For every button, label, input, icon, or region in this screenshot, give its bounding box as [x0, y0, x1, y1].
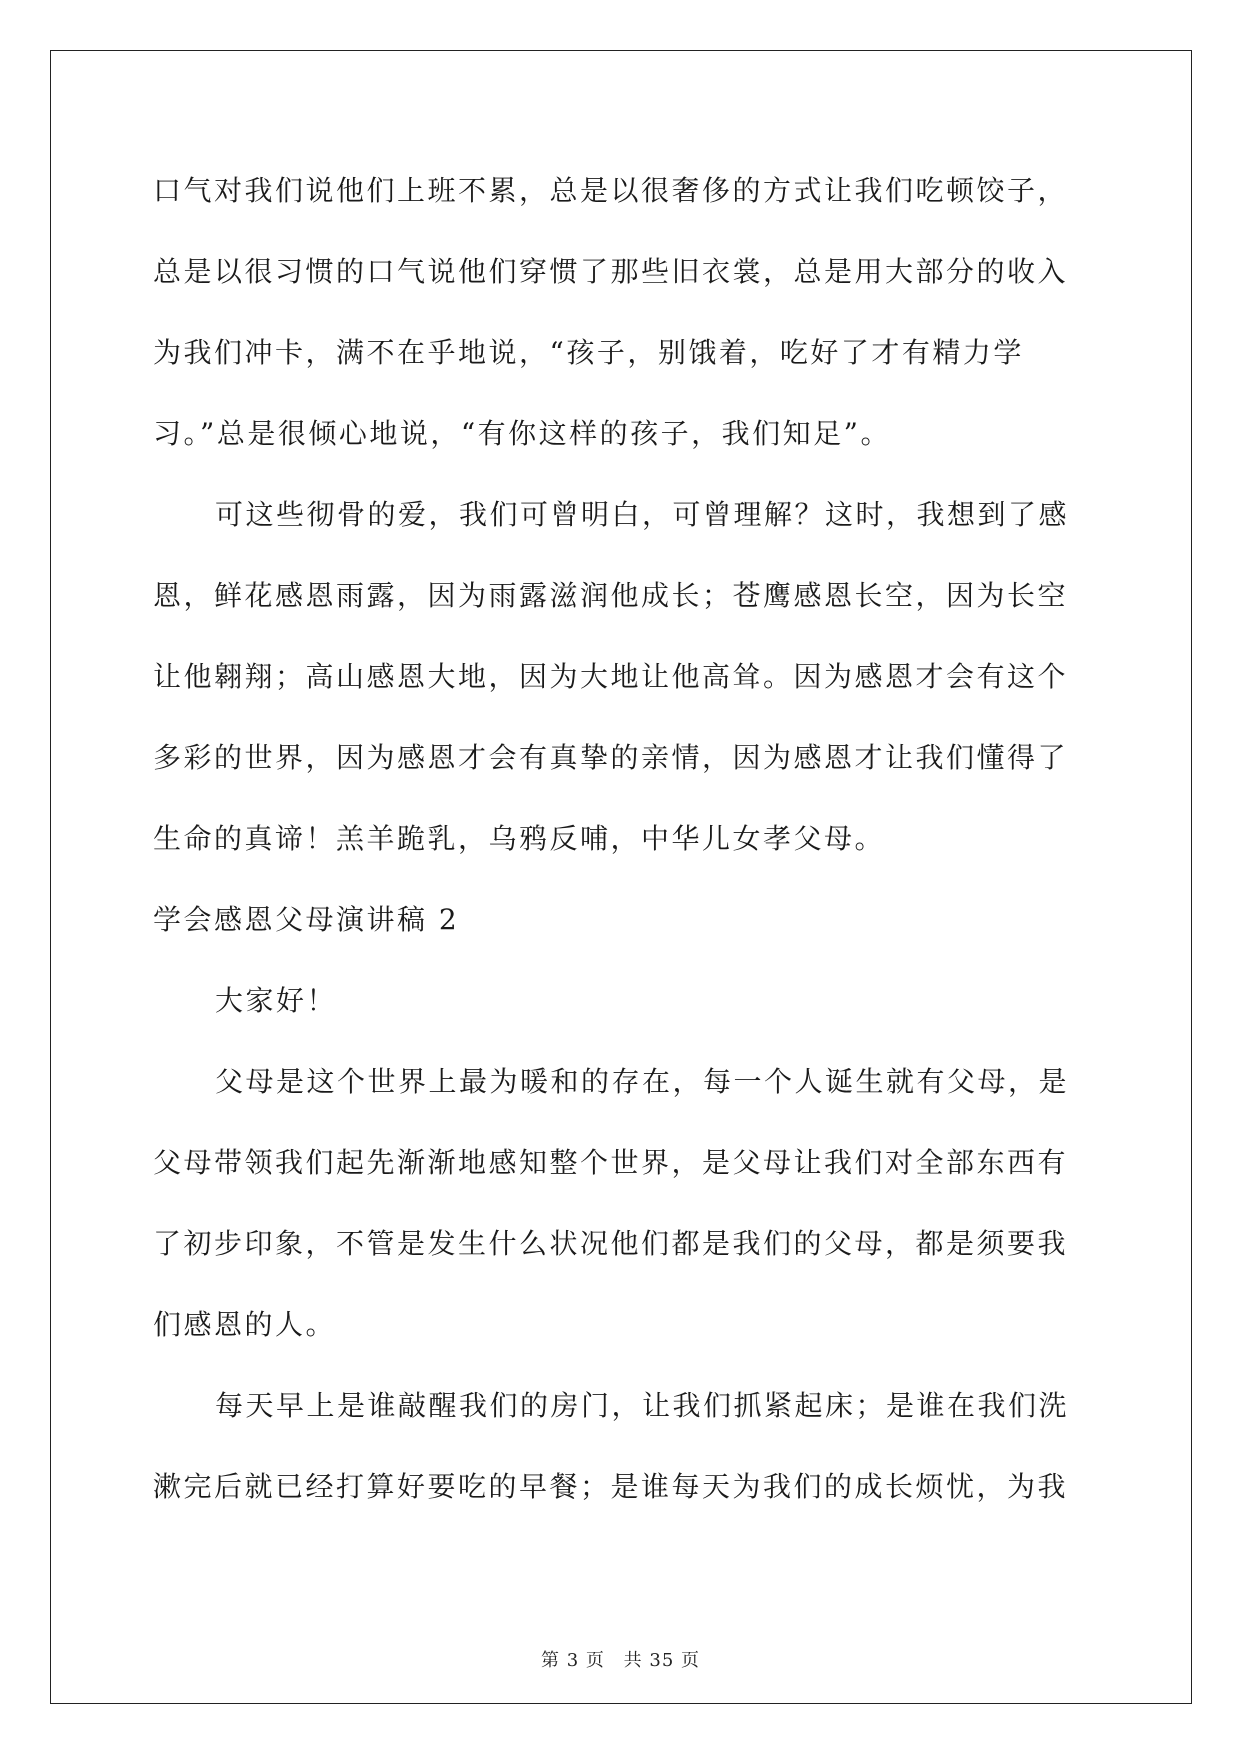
page-footer: [0, 1646, 1241, 1672]
paragraph-start-line: 可这些彻骨的爱，我们可曾明白，可曾理解？这时，我想到了感: [215, 498, 1070, 531]
text-line: 为我们冲卡，满不在乎地说，“孩子，别饿着，吃好了才有精力学: [153, 336, 1024, 369]
page-total: 共 35 页: [623, 1650, 700, 1671]
text-line: 让他翱翔；高山感恩大地，因为大地让他高耸。因为感恩才会有这个: [153, 660, 1069, 693]
page-number: 第 3 页: [541, 1650, 605, 1671]
text-line: 漱完后就已经打算好要吃的早餐；是谁每天为我们的成长烦忧，为我: [153, 1470, 1069, 1503]
paragraph-start-line: 父母是这个世界上最为暖和的存在，每一个人诞生就有父母，是: [215, 1065, 1070, 1098]
text-line: 习。”总是很倾心地说，“有你这样的孩子，我们知足”。: [153, 417, 891, 450]
text-line: 总是以很习惯的口气说他们穿惯了那些旧衣裳，总是用大部分的收入: [153, 255, 1069, 288]
text-line: 了初步印象，不管是发生什么状况他们都是我们的父母，都是须要我: [153, 1227, 1069, 1260]
text-line: 们感恩的人。: [153, 1308, 337, 1341]
text-line: 口气对我们说他们上班不累，总是以很奢侈的方式让我们吃顿饺子，: [153, 174, 1069, 207]
text-line: 生命的真谛！羔羊跪乳，乌鸦反哺，中华儿女孝父母。: [153, 822, 886, 855]
section-heading: 学会感恩父母演讲稿 2: [153, 903, 460, 936]
document-body: [153, 150, 1093, 1527]
text-line: 父母带领我们起先渐渐地感知整个世界，是父母让我们对全部东西有: [153, 1146, 1069, 1179]
text-line: 恩，鲜花感恩雨露，因为雨露滋润他成长；苍鹰感恩长空，因为长空: [153, 579, 1069, 612]
paragraph-start-line: 每天早上是谁敲醒我们的房门，让我们抓紧起床；是谁在我们洗: [215, 1389, 1070, 1422]
text-line: 多彩的世界，因为感恩才会有真挚的亲情，因为感恩才让我们懂得了: [153, 741, 1069, 774]
greeting-line: 大家好！: [215, 984, 338, 1017]
